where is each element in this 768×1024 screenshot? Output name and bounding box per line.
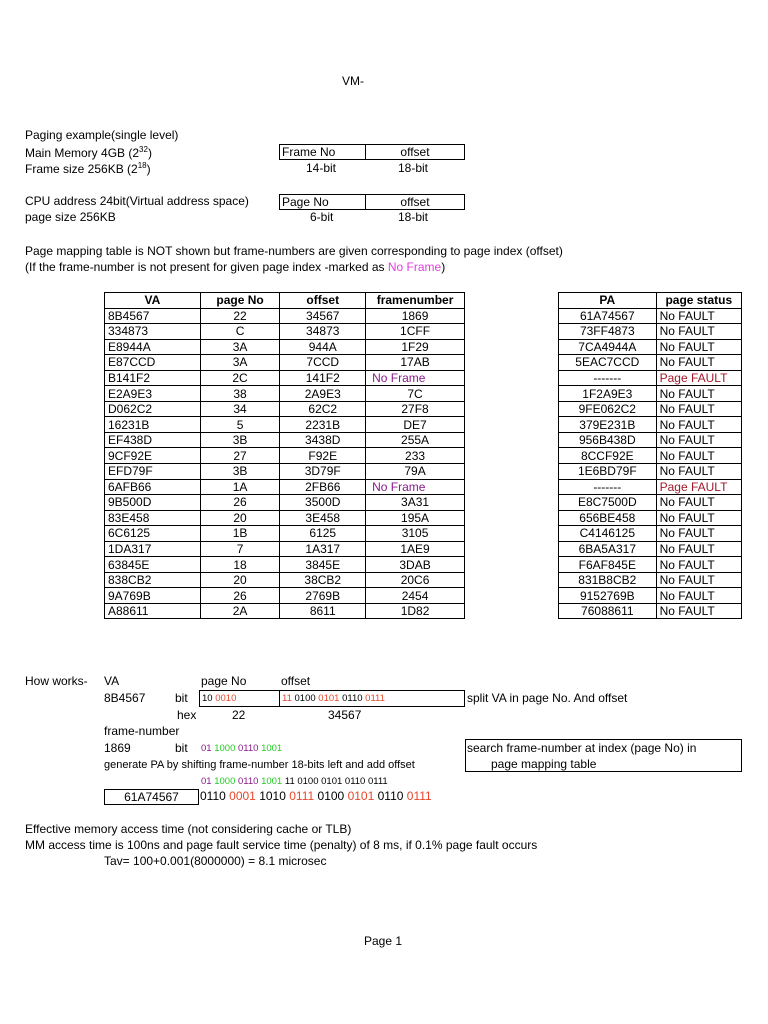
va-table-row: [105, 557, 465, 573]
framenumber-cell: No Frame: [366, 370, 465, 386]
offset-cell: 3500D: [280, 495, 366, 511]
va-cell: 838CB2: [105, 572, 201, 588]
pa-table-row: [559, 495, 742, 511]
page-status-cell: No FAULT: [656, 324, 741, 340]
framenumber-cell: 1F29: [366, 339, 465, 355]
va-cell: 1DA317: [105, 541, 201, 557]
va-table-row: [105, 464, 465, 480]
offset-cell: 1A317: [280, 541, 366, 557]
frame-no-cell: Frame No: [280, 145, 366, 159]
page-status-cell: No FAULT: [656, 510, 741, 526]
va-table-row: [105, 603, 465, 619]
pa-cell: 1F2A9E3: [559, 386, 657, 402]
framenumber-cell: 20C6: [366, 572, 465, 588]
offset-cell: 7CCD: [280, 355, 366, 371]
pa-table-row: [559, 339, 742, 355]
offset-cell: 2231B: [280, 417, 366, 433]
note-line-2: (If the frame-number is not present for given page index -marked as No Frame): [25, 260, 446, 274]
pa-bit-group: 0100: [317, 789, 345, 803]
pa-cell: F6AF845E: [559, 557, 657, 573]
page-no-bits: 6-bit: [310, 210, 334, 224]
how-va-value: 8B4567: [104, 691, 146, 705]
framenumber-cell: 79A: [366, 464, 465, 480]
page-status-cell: No FAULT: [656, 572, 741, 588]
offset-cell: 8611: [280, 603, 366, 619]
page-no-cell: 34: [200, 401, 280, 417]
offset-cell: 2769B: [280, 588, 366, 604]
pa-table-row: [559, 588, 742, 604]
page-status-cell: No FAULT: [656, 417, 741, 433]
pa-table-row: [559, 541, 742, 557]
pa-table-row: [559, 308, 742, 324]
va-cell: D062C2: [105, 401, 201, 417]
page-status-cell: No FAULT: [656, 526, 741, 542]
framenumber-cell: 1CFF: [366, 324, 465, 340]
va-cell: 8B4567: [105, 308, 201, 324]
pa-table-row: [559, 417, 742, 433]
framenumber-cell: DE7: [366, 417, 465, 433]
page-no-cell: 18: [200, 557, 280, 573]
pa-bit-group: 0111: [406, 789, 432, 803]
offset-cell: 3D79F: [280, 464, 366, 480]
page-status-cell: No FAULT: [656, 588, 741, 604]
pa-table-row: [559, 464, 742, 480]
page-no-cell: 3B: [200, 432, 280, 448]
offset-cell: 141F2: [280, 370, 366, 386]
va-cell: E2A9E3: [105, 386, 201, 402]
va-cell: 63845E: [105, 557, 201, 573]
va-table-row: [105, 324, 465, 340]
pa-cell: 956B438D: [559, 432, 657, 448]
va-cell: 9A769B: [105, 588, 201, 604]
va-bits-box: [199, 690, 465, 707]
page-status-cell: No FAULT: [656, 541, 741, 557]
va-table-row: [105, 370, 465, 386]
pa-bit-group: 0001: [229, 789, 256, 803]
va-offset-bits: 11 0100 0101 0110 0111: [282, 693, 385, 704]
page-no-cell: 3A: [200, 339, 280, 355]
framenumber-cell: 195A: [366, 510, 465, 526]
va-table-row: [105, 401, 465, 417]
page-status-cell: No FAULT: [656, 355, 741, 371]
va-table-row: [105, 588, 465, 604]
pa-table-row: [559, 603, 742, 619]
va-table-row: [105, 308, 465, 324]
how-pageno-label: page No: [201, 674, 247, 688]
pa-cell: E8C7500D: [559, 495, 657, 511]
pa-cell: 73FF4873: [559, 324, 657, 340]
pa-table-row: [559, 386, 742, 402]
page-status-cell: No FAULT: [656, 557, 741, 573]
page-no-cell: 26: [200, 588, 280, 604]
pa-table-row: [559, 479, 742, 495]
va-page-bits: 10 0010: [200, 691, 280, 706]
va-cell: 9B500D: [105, 495, 201, 511]
pa-cell: C4146125: [559, 526, 657, 542]
framenumber-cell: 1D82: [366, 603, 465, 619]
pa-table-row: [559, 526, 742, 542]
intro-line-5: page size 256KB: [25, 210, 116, 224]
intro-line-3: Frame size 256KB $(2^{18})$: [25, 161, 151, 176]
combined-bits: 01 1000 0110 1001 11 0100 0101 0110 0111: [201, 776, 388, 787]
how-va-label: VA: [104, 674, 120, 688]
no-frame-highlight: No Frame: [387, 260, 442, 274]
page-status-cell: Page FAULT: [656, 370, 741, 386]
page-no-cell: 22: [200, 308, 280, 324]
va-cell: EFD79F: [105, 464, 201, 480]
va-table-row: [105, 355, 465, 371]
framenumber-cell: 1869: [366, 308, 465, 324]
page-status-cell: No FAULT: [656, 495, 741, 511]
framenumber-cell: 27F8: [366, 401, 465, 417]
page-status-cell: No FAULT: [656, 603, 741, 619]
page-format-box: [279, 194, 465, 210]
va-table-row: [105, 386, 465, 402]
va-cell: EF438D: [105, 432, 201, 448]
offset-cell: 2A9E3: [280, 386, 366, 402]
frame-bits: 01 1000 0110 1001: [201, 743, 283, 754]
page-offset-cell: offset: [400, 195, 430, 209]
pa-bit-group: 0110: [200, 789, 226, 803]
offset-cell: 62C2: [280, 401, 366, 417]
page-no-cell: 20: [200, 572, 280, 588]
intro-line-1: Paging example(single level): [25, 128, 179, 142]
page-status-cell: No FAULT: [656, 464, 741, 480]
pa-table-row: [559, 401, 742, 417]
page-status-cell: No FAULT: [656, 308, 741, 324]
pa-table-row: [559, 432, 742, 448]
pa-cell: -------: [559, 479, 657, 495]
pa-bit-group: 0110: [377, 789, 404, 803]
pa-cell: 831B8CB2: [559, 572, 657, 588]
pa-table-row: [559, 448, 742, 464]
page-status-cell: No FAULT: [656, 386, 741, 402]
pa-header: PA: [559, 293, 657, 309]
how-works-label: How works-: [25, 674, 88, 688]
page-status-cell: No FAULT: [656, 432, 741, 448]
va-cell: 334873: [105, 324, 201, 340]
how-offset-label: offset: [281, 674, 311, 688]
va-table-row: [105, 510, 465, 526]
pa-cell: 5EAC7CCD: [559, 355, 657, 371]
va-table-row: [105, 541, 465, 557]
pa-cell: 76088611: [559, 603, 657, 619]
page-no-cell: 1B: [200, 526, 280, 542]
va-table-header: [105, 293, 465, 309]
generate-note: generate PA by shifting frame-number 18-bits left and add offset: [104, 759, 415, 771]
va-cell: 6AFB66: [105, 479, 201, 495]
offset-cell: 3E458: [280, 510, 366, 526]
pa-table-row: [559, 370, 742, 386]
offset-cell: 6125: [280, 526, 366, 542]
emat-line-2: MM access time is 100ns and page fault service time (penalty) of 8 ms, if 0.1% page fault occurs: [25, 838, 538, 852]
pa-table-row: [559, 355, 742, 371]
intro-line-4: CPU address 24bit(Virtual address space): [25, 194, 249, 208]
page-status-cell: Page FAULT: [656, 479, 741, 495]
frame-no-bits: 14-bit: [306, 161, 337, 175]
how-bit-label-2: bit: [175, 741, 188, 755]
va-table-row: [105, 495, 465, 511]
page-no-cell: 2C: [200, 370, 280, 386]
emat-line-3: Tav= 100+0.001(8000000) = 8.1 microsec: [104, 854, 327, 868]
pa-bit-group: 1010: [259, 789, 286, 803]
hex-label: hex: [177, 708, 197, 722]
offset-cell: 34873: [280, 324, 366, 340]
pa-bit-group: 0101: [347, 789, 375, 803]
frame-offset-bits: 18-bit: [398, 161, 429, 175]
page-no-cell: 26: [200, 495, 280, 511]
page-status-cell: No FAULT: [656, 401, 741, 417]
emat-line-1: Effective memory access time (not considering cache or TLB): [25, 822, 352, 836]
pa-table-header: [559, 293, 742, 309]
pa-table-row: [559, 324, 742, 340]
offset-cell: 2FB66: [280, 479, 366, 495]
split-note: split VA in page No. And offset: [467, 691, 628, 705]
search-note-box: [465, 739, 742, 772]
va-table: [104, 292, 465, 619]
offset-cell: 34567: [280, 308, 366, 324]
pa-cell: 1E6BD79F: [559, 464, 657, 480]
va-cell: B141F2: [105, 370, 201, 386]
va-cell: 16231B: [105, 417, 201, 433]
search-note-line-1: search frame-number at index (page No) in: [467, 741, 697, 755]
page-status-cell: No FAULT: [656, 339, 741, 355]
intro-line-2: Main Memory 4GB $(2^{32})$: [25, 145, 152, 160]
framenumber-cell: 233: [366, 448, 465, 464]
hex-offset: 34567: [328, 708, 362, 722]
va-cell: E8944A: [105, 339, 201, 355]
pa-cell: 61A74567: [559, 308, 657, 324]
page-no-cell: 38: [200, 386, 280, 402]
page-header: VM-: [342, 74, 364, 88]
pa-table-row: [559, 572, 742, 588]
hex-page: 22: [232, 708, 246, 722]
page-status-cell: No FAULT: [656, 448, 741, 464]
pa-cell: 8CCF92E: [559, 448, 657, 464]
page-footer: Page 1: [364, 934, 403, 948]
page-no-cell: 3A: [200, 355, 280, 371]
framenumber-header: framenumber: [366, 293, 465, 309]
page-no-cell: 1A: [200, 479, 280, 495]
framenumber-cell: 3A31: [366, 495, 465, 511]
framenumber-cell: 1AE9: [366, 541, 465, 557]
offset-header: offset: [280, 293, 366, 309]
framenumber-cell: 17AB: [366, 355, 465, 371]
frame-format-box: [279, 144, 465, 160]
page-no-cell: 7: [200, 541, 280, 557]
frame-number-label: frame-number: [104, 724, 180, 738]
offset-cell: 38CB2: [280, 572, 366, 588]
pa-cell: 379E231B: [559, 417, 657, 433]
note-line-1: Page mapping table is NOT shown but frame-numbers are given corresponding to page index (offset): [25, 244, 563, 258]
pa-bits: [200, 789, 432, 803]
offset-cell: 3438D: [280, 432, 366, 448]
offset-cell: 944A: [280, 339, 366, 355]
va-header: VA: [105, 293, 201, 309]
framenumber-cell: 7C: [366, 386, 465, 402]
va-cell: 9CF92E: [105, 448, 201, 464]
page-offset-bits: 18-bit: [398, 210, 429, 224]
pa-cell: 9FE062C2: [559, 401, 657, 417]
page-no-cell: 27: [200, 448, 280, 464]
va-table-row: [105, 417, 465, 433]
page-no-cell: 2A: [200, 603, 280, 619]
va-cell: A88611: [105, 603, 201, 619]
pa-cell: 9152769B: [559, 588, 657, 604]
va-table-row: [105, 526, 465, 542]
pa-cell: 656BE458: [559, 510, 657, 526]
page-status-header: page status: [656, 293, 741, 309]
pa-cell: -------: [559, 370, 657, 386]
pa-table-row: [559, 510, 742, 526]
pa-cell: 6BA5A317: [559, 541, 657, 557]
va-cell: E87CCD: [105, 355, 201, 371]
framenumber-cell: 3DAB: [366, 557, 465, 573]
pa-cell: 7CA4944A: [559, 339, 657, 355]
va-table-row: [105, 572, 465, 588]
page-no-cell: Page No: [280, 195, 366, 209]
page-no-header: page No: [200, 293, 280, 309]
pa-result-box: [104, 789, 199, 805]
page-no-cell: C: [200, 324, 280, 340]
frame-number-value: 1869: [104, 741, 131, 755]
page-no-cell: 20: [200, 510, 280, 526]
pa-table-row: [559, 557, 742, 573]
framenumber-cell: 2454: [366, 588, 465, 604]
framenumber-cell: No Frame: [366, 479, 465, 495]
how-bit-label-1: bit: [175, 691, 188, 705]
page-no-cell: 5: [200, 417, 280, 433]
va-table-row: [105, 448, 465, 464]
page-no-cell: 3B: [200, 464, 280, 480]
pa-result-value: 61A74567: [124, 790, 179, 804]
offset-cell: F92E: [280, 448, 366, 464]
va-table-row: [105, 479, 465, 495]
va-table-row: [105, 432, 465, 448]
va-cell: 83E458: [105, 510, 201, 526]
pa-table: [558, 292, 742, 619]
framenumber-cell: 3105: [366, 526, 465, 542]
framenumber-cell: 255A: [366, 432, 465, 448]
search-note-line-2: page mapping table: [491, 757, 597, 771]
va-table-row: [105, 339, 465, 355]
va-cell: 6C6125: [105, 526, 201, 542]
offset-cell: 3845E: [280, 557, 366, 573]
pa-bit-group: 0111: [289, 789, 315, 803]
frame-offset-cell: offset: [400, 145, 430, 159]
